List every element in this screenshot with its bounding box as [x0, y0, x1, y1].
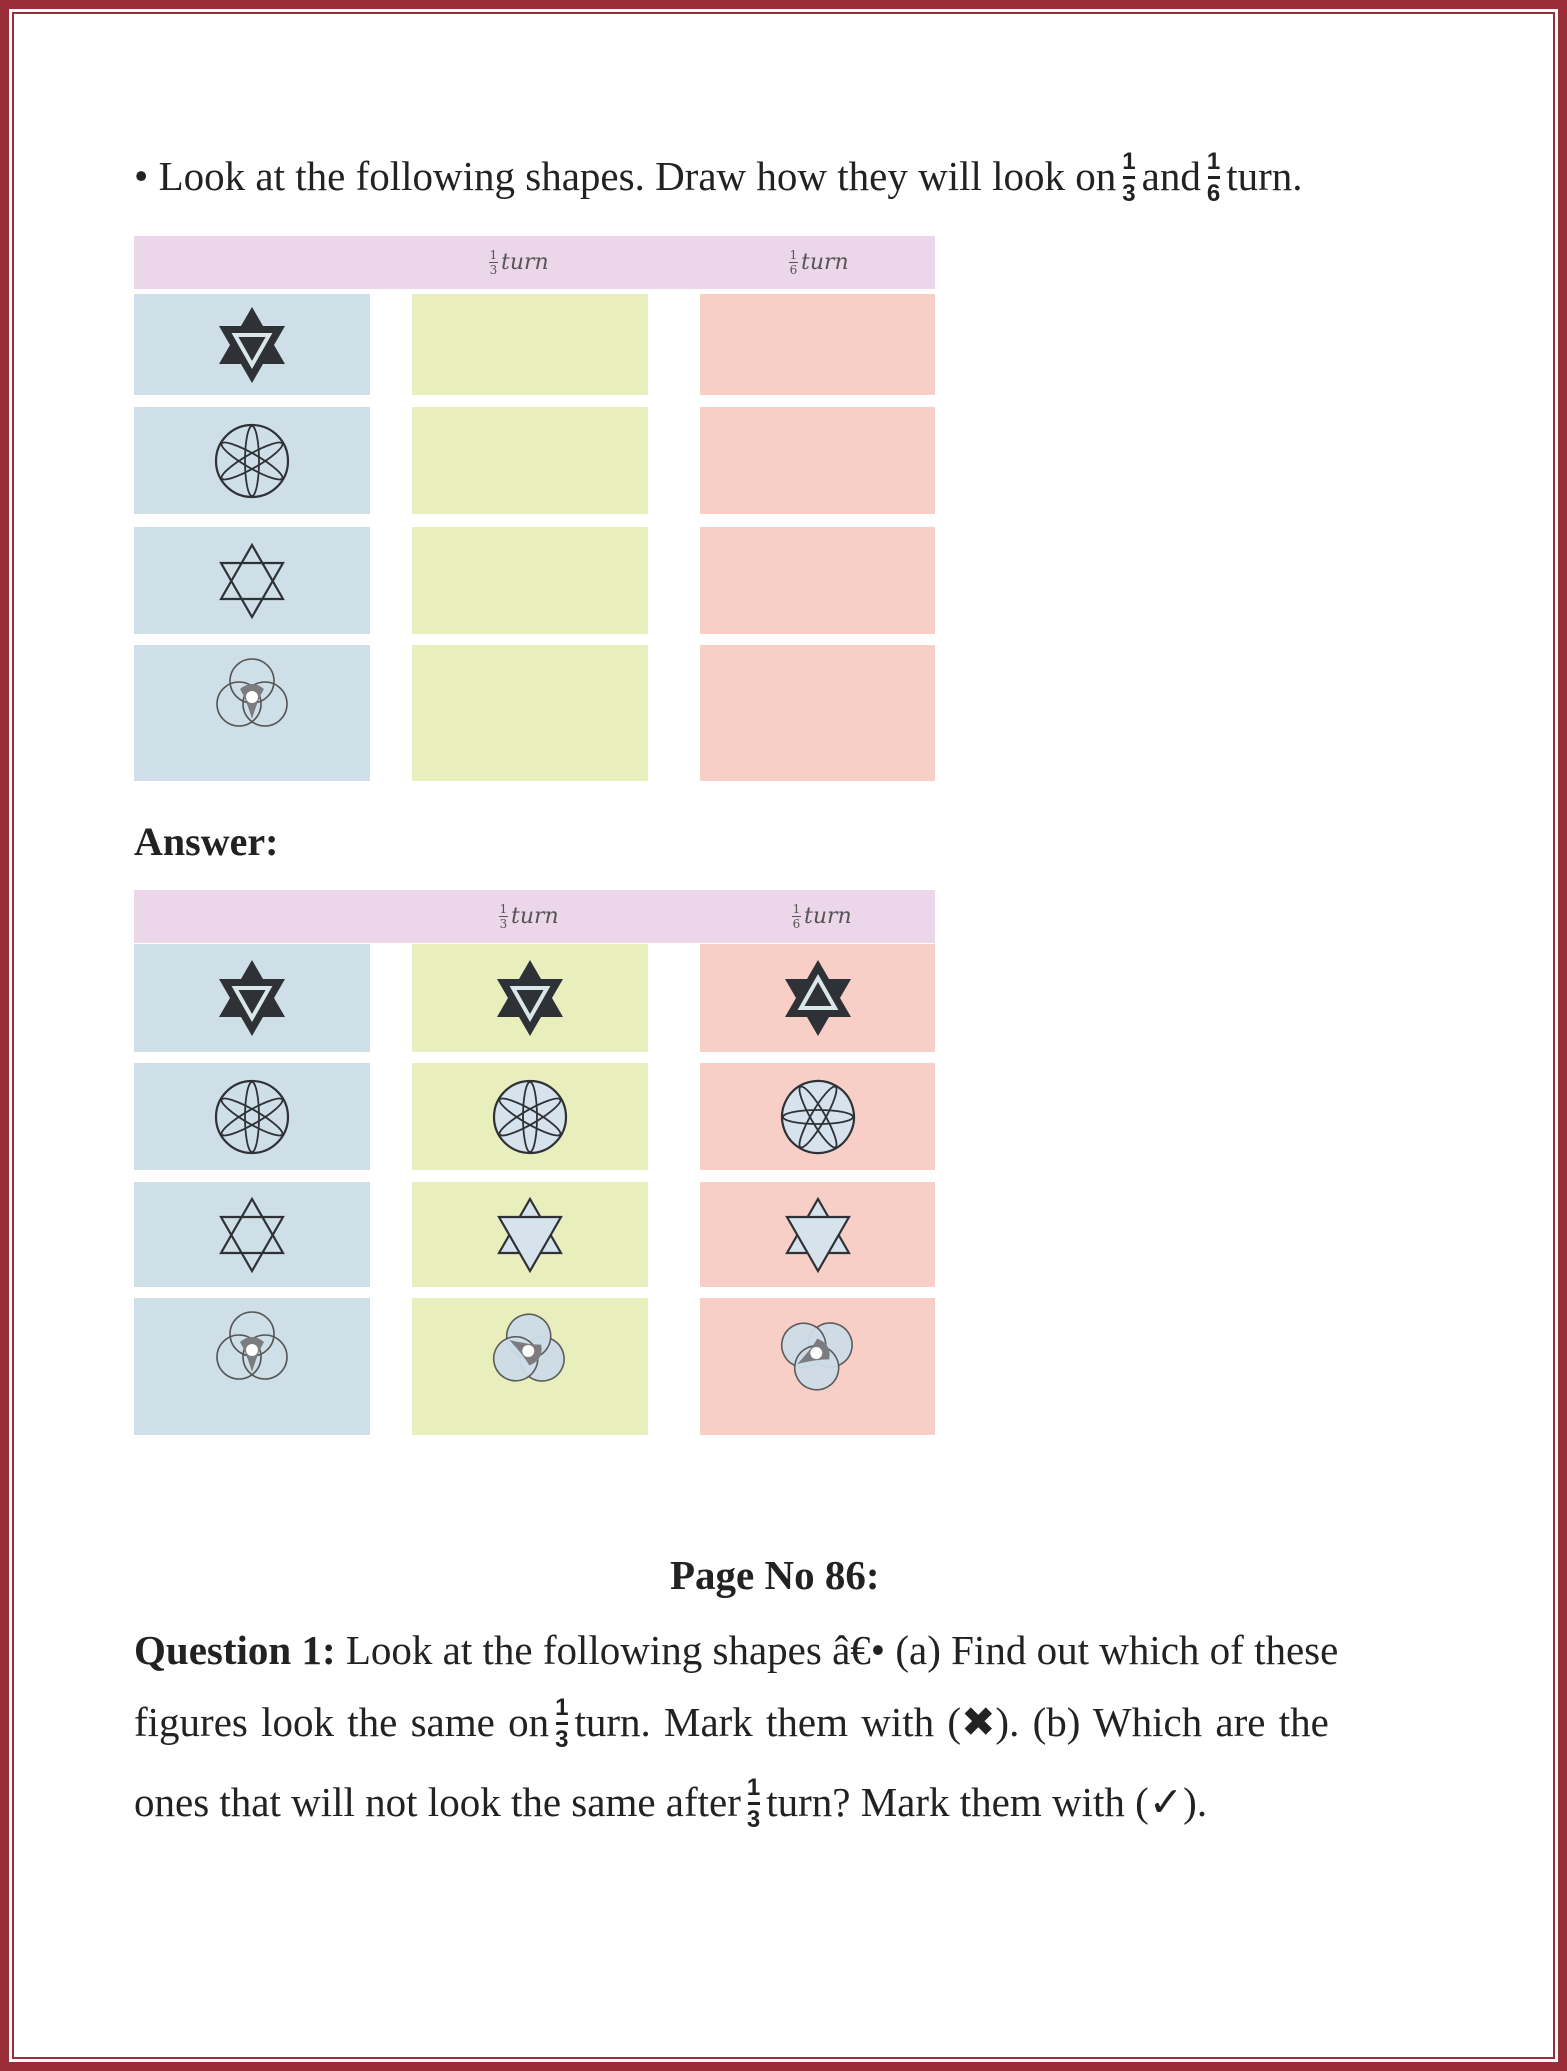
hexagram-outline-icon	[490, 1195, 570, 1275]
question-line-1: Question 1: Look at the following shapes â€• (a) Find out which of these	[134, 1627, 1339, 1673]
answer-cell-third-turn[interactable]	[412, 407, 648, 514]
shape-star-filled-third-turn	[412, 944, 648, 1052]
shape-flower-original	[134, 407, 370, 514]
answer-cell-third-turn[interactable]	[412, 294, 648, 395]
star-of-david-filled-icon	[485, 953, 575, 1043]
page-heading: Page No 86:	[670, 1552, 880, 1598]
shape-hexagram-sixth-turn	[700, 1182, 935, 1287]
answer-table	[134, 890, 935, 1435]
three-circle-trefoil-icon	[210, 653, 294, 737]
star-of-david-filled-icon	[207, 300, 297, 390]
answer-label: Answer:	[134, 819, 279, 864]
bullet: •	[134, 152, 149, 199]
shape-flower-sixth-turn	[700, 1063, 935, 1170]
six-petal-flower-icon	[776, 1075, 860, 1159]
answer-cell-sixth-turn[interactable]	[700, 407, 935, 514]
six-petal-flower-icon	[210, 1075, 294, 1159]
answer-cell-sixth-turn[interactable]	[700, 645, 935, 781]
shape-hexagram-third-turn	[412, 1182, 648, 1287]
shape-trefoil-original	[134, 645, 370, 781]
header-one-third-turn: 1 3 turn	[489, 247, 549, 278]
question-line-3: ones that will not look the same after $\frac{1}{3}$ turn? Mark them with (✓).	[134, 1774, 1208, 1833]
hexagram-outline-icon	[212, 541, 292, 621]
fraction-one-third: $\frac{1}{3}$	[555, 1694, 569, 1753]
table-header	[134, 890, 935, 943]
intro-text-before: Look at the following shapes. Draw how they will look on	[158, 152, 1117, 199]
shape-trefoil-sixth-turn	[700, 1298, 935, 1435]
shape-hexagram-original	[134, 527, 370, 634]
star-of-david-filled-icon	[773, 953, 863, 1043]
six-petal-flower-icon	[210, 419, 294, 503]
shape-hexagram-original	[134, 1182, 370, 1287]
shape-flower-original	[134, 1063, 370, 1170]
intro-text-after: turn.	[1226, 152, 1303, 199]
header-one-sixth-turn: 1 6 turn	[789, 247, 849, 278]
answer-cell-sixth-turn[interactable]	[700, 527, 935, 634]
fraction-one-third: $\frac{1}{3}$	[746, 1774, 761, 1833]
header-one-third-turn: 1 3 turn	[499, 901, 559, 932]
answer-cell-third-turn[interactable]	[412, 645, 648, 781]
three-circle-trefoil-icon	[210, 1306, 294, 1390]
fraction-one-sixth: $\frac{1}{6}$	[1206, 148, 1221, 207]
header-one-sixth-turn: 1 6 turn	[792, 901, 852, 932]
shape-star-filled-original	[134, 944, 370, 1052]
fraction-one-third: $\frac{1}{3}$	[1122, 148, 1136, 207]
star-of-david-filled-icon	[207, 953, 297, 1043]
hexagram-outline-icon	[212, 1195, 292, 1275]
six-petal-flower-icon	[488, 1075, 572, 1159]
shape-trefoil-third-turn	[412, 1298, 648, 1435]
hexagram-outline-icon	[778, 1195, 858, 1275]
shape-flower-third-turn	[412, 1063, 648, 1170]
intro-instruction	[134, 148, 1303, 209]
shape-trefoil-original	[134, 1298, 370, 1435]
question-line-2: figures look the same on $\frac{1}{3}$ turn. Mark them with (✖). (b) Which are the	[134, 1694, 1329, 1753]
answer-cell-third-turn[interactable]	[412, 527, 648, 634]
answer-cell-sixth-turn[interactable]	[700, 294, 935, 395]
three-circle-trefoil-icon	[488, 1310, 572, 1394]
question-label: Question 1:	[134, 1627, 336, 1673]
shape-star-filled-original	[134, 294, 370, 395]
table-header	[134, 236, 935, 289]
intro-text-mid: and	[1141, 152, 1201, 199]
question-table	[134, 236, 935, 781]
shape-star-filled-sixth-turn	[700, 944, 935, 1052]
three-circle-trefoil-icon	[776, 1310, 860, 1394]
